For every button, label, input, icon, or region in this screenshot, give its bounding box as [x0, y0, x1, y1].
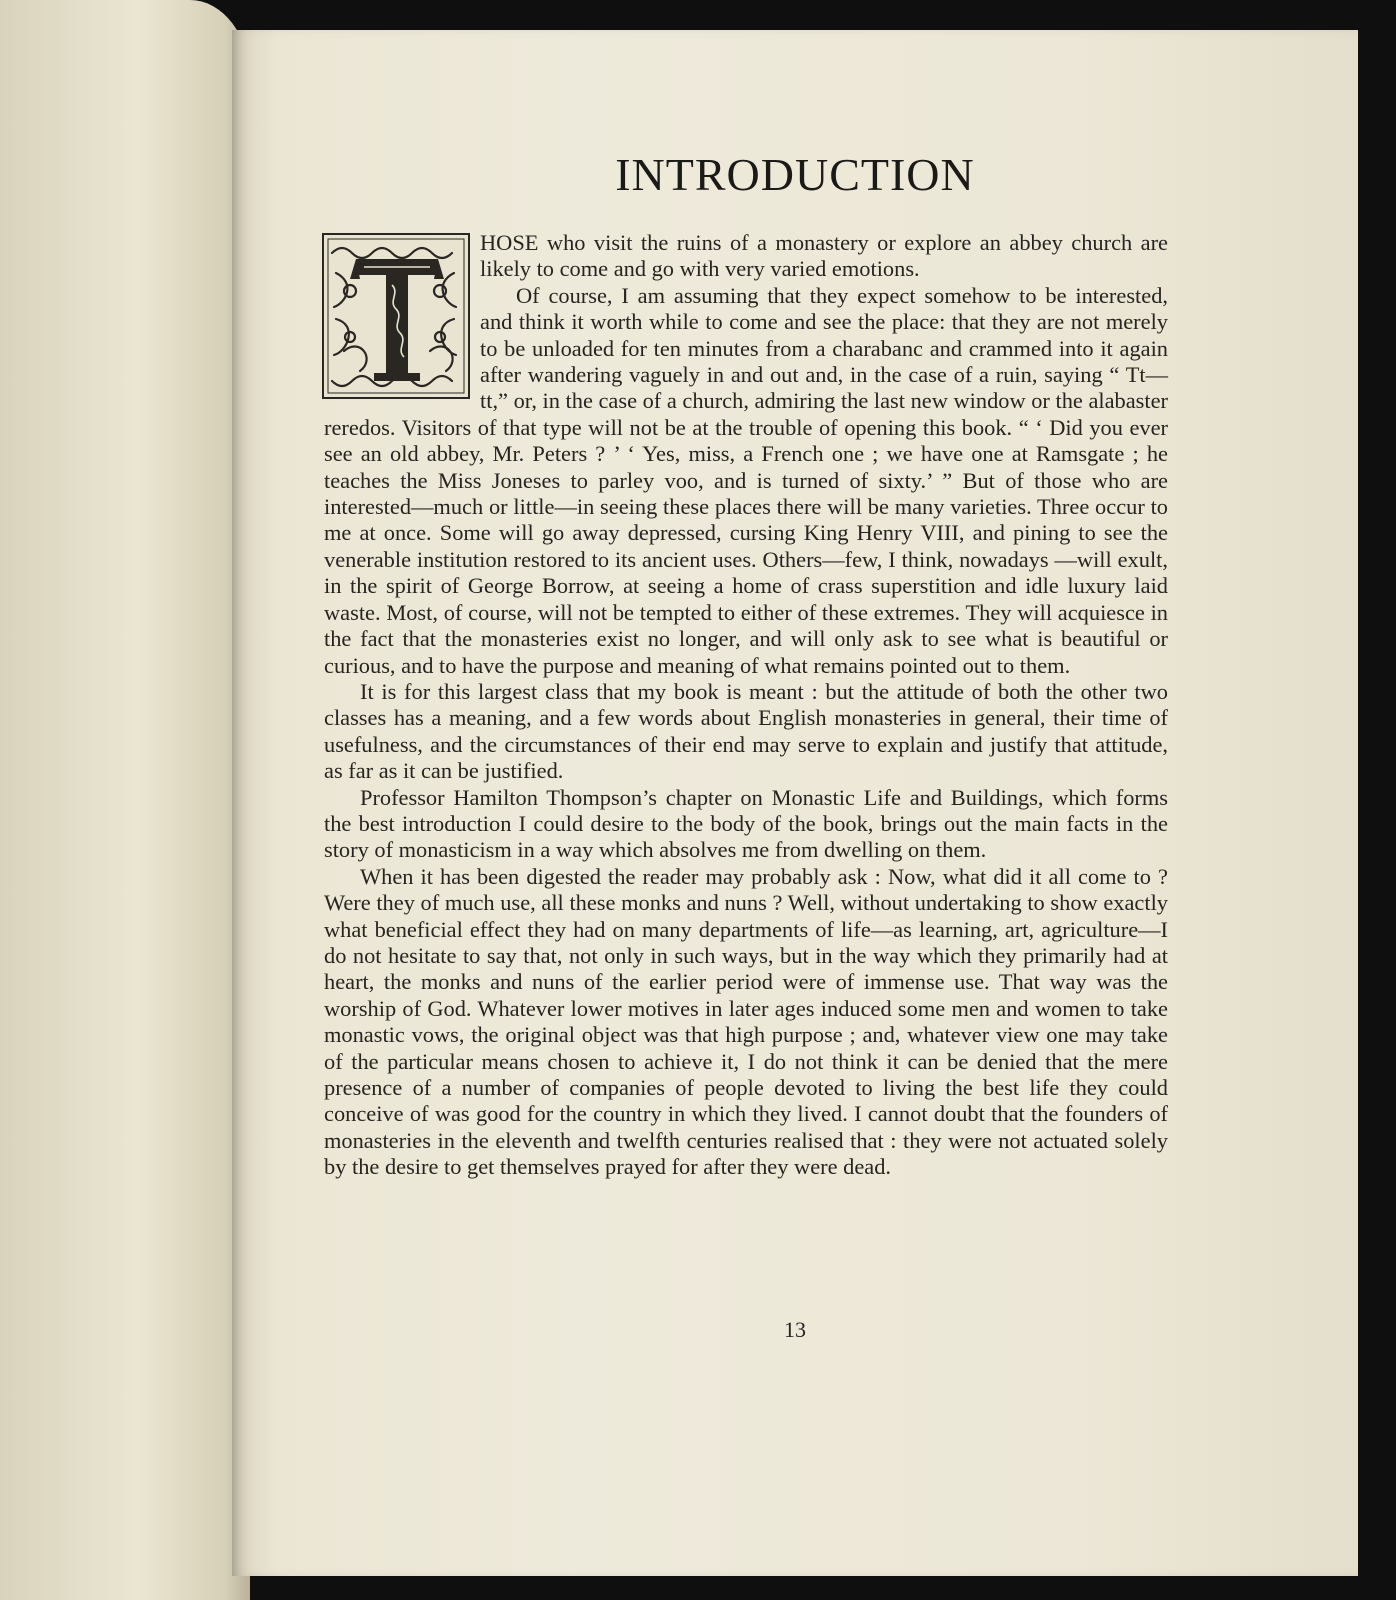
chapter-title: INTRODUCTION	[615, 149, 975, 200]
paragraph-5: When it has been digested the reader may probably ask : Now, what did it all come to ? Were they of much use, all these monks and nuns ? Well, without undertaking to show exactly what beneficial effect they had on many departments of life—as learning, art, agriculture—I do not hesitate to say that, not only in such ways, but in the way which they primarily had at heart, the monks and nuns of the earlier period were of immense use. That way was the worship of God. Whatever lower motives in later ages induced some men and women to take monastic vows, the original object was that high purpose ; and, whatever view one may take of the particular means chosen to achieve it, I do not think it can be denied that the mere presence of a number of companies of people devoted to living the best life they could conceive of was good for the country in which they lived. I cannot doubt that the founders of monasteries in the eleventh and twelfth centuries realised that : they were not actuated solely by the desire to get themselves prayed for after they were dead.	[324, 863, 1168, 1180]
paragraph-4: Professor Hamilton Thompson’s chapter on Monastic Life and Buildings, which forms the best introduction I could desire to the body of the book, brings out the main facts in the story of monasticism in a way which absolves me from dwelling on them.	[324, 784, 1168, 863]
paragraph-3: It is for this largest class that my book is meant : but the attitude of both the other two classes has a meaning, and a few words about English monasteries in general, their time of usefulness, and the circumstances of their end may serve to explain and justify that attitude, as far as it can be justified.	[324, 678, 1168, 784]
facing-page	[0, 0, 250, 1600]
paragraph-1-text: HOSE who visit the ruins of a monastery or explore an abbey church are likely to come and go with very varied emotions.	[480, 230, 1168, 282]
body-text	[324, 230, 1168, 1181]
paragraph-1	[324, 230, 1168, 283]
book-page	[232, 30, 1358, 1576]
paragraph-2: Of course, I am assuming that they expect somehow to be interested, and think it worth while to come and see the place: that they are not merely to be unloaded for ten minutes from a charabanc and crammed into it again after wandering vaguely in and out and, in the case of a ruin, saying “ Tt—tt,” or, in the case of a church, admiring the last new window or the alabaster reredos. Visitors of that type will not be at the trouble of opening this book. “ ‘ Did you ever see an old abbey, Mr. Peters ? ’ ‘ Yes, miss, a French one ; we have one at Ramsgate ; he teaches the Miss Joneses to parley voo, and is turned of sixty.’ ” But of those who are interested—much or little—in seeing these places there will be many varieties. Three occur to me at once. Some will go away depressed, cursing King Henry VIII, and pining to see the venerable institution restored to its ancient uses. Others—few, I think, nowadays —will exult, in the spirit of George Borrow, at seeing a home of crass superstition and idle luxury laid waste. Most, of course, will not be tempted to either of these extremes. They will acquiesce in the fact that the monasteries exist no longer, and will only ask to see what is beautiful or curious, and to have the purpose and meaning of what remains pointed out to them.	[324, 282, 1168, 678]
page-number: 13	[784, 1317, 806, 1342]
decorated-initial-t-icon	[322, 233, 470, 399]
